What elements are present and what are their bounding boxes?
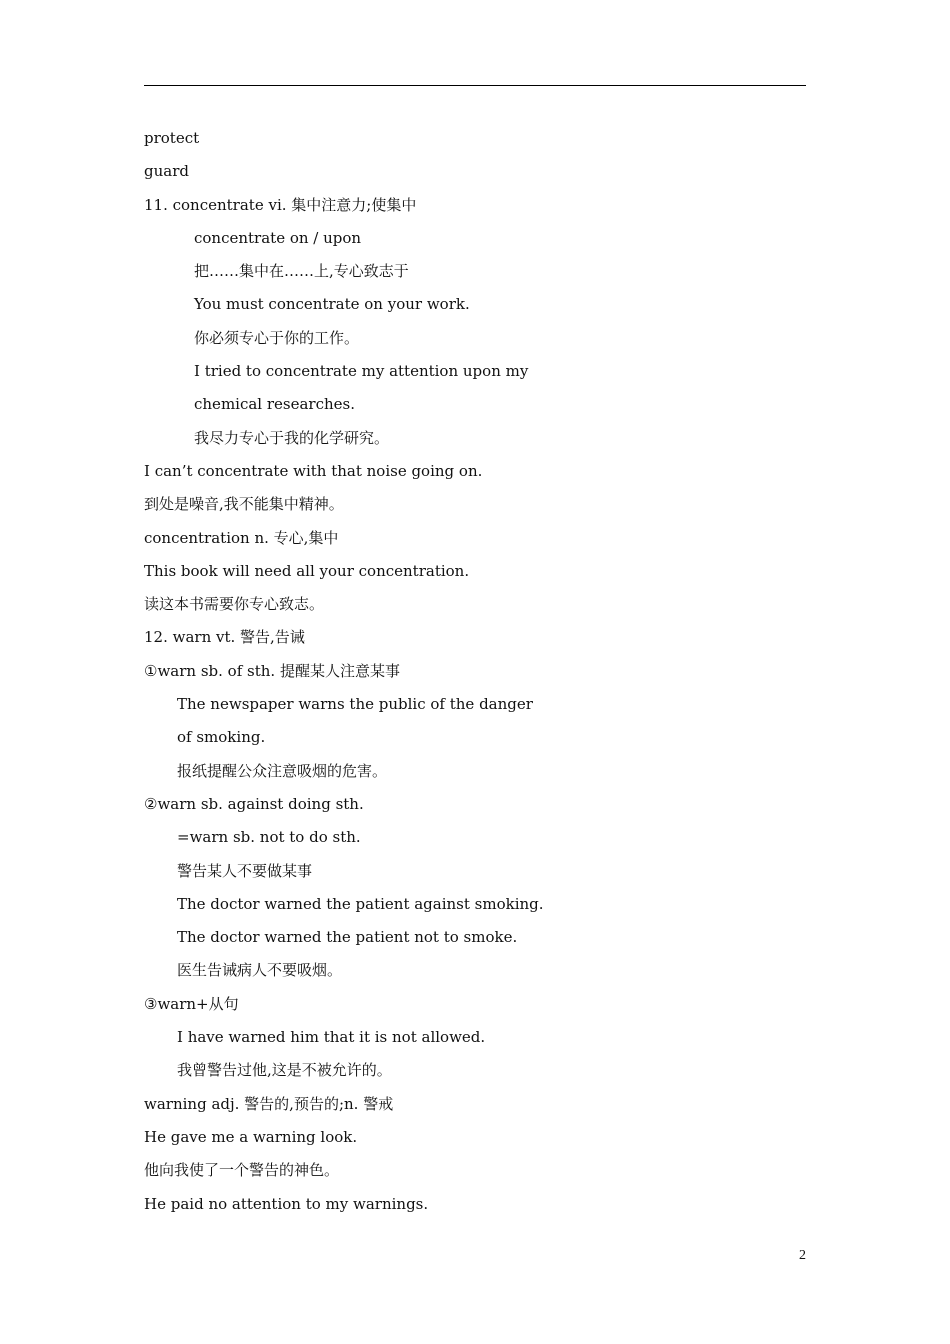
header-rule bbox=[144, 85, 806, 86]
text-line: I can’t concentrate with that noise going on. bbox=[144, 461, 483, 480]
text-line: guard bbox=[144, 162, 189, 181]
text-line: 到处是噪音,我不能集中精神。 bbox=[144, 495, 344, 514]
text-line: of smoking. bbox=[177, 728, 266, 747]
text-line: The doctor warned the patient against smoking. bbox=[177, 894, 544, 913]
text-line: The doctor warned the patient not to smoke. bbox=[177, 928, 518, 947]
text-line: 报纸提醒公众注意吸烟的危害。 bbox=[177, 761, 388, 780]
text-line: This book will need all your concentration. bbox=[144, 561, 470, 580]
text-line: 他向我使了一个警告的神色。 bbox=[144, 1161, 340, 1180]
text-line: 我曾警告过他,这是不被允许的。 bbox=[177, 1061, 392, 1080]
text-line: 12. warn vt. 警告,告诫 bbox=[144, 628, 305, 647]
text-line: 你必须专心于你的工作。 bbox=[194, 328, 360, 347]
text-line: I have warned him that it is not allowed. bbox=[177, 1028, 486, 1047]
text-line: ②warn sb. against doing sth. bbox=[144, 794, 364, 813]
text-line: ①warn sb. of sth. 提醒某人注意某事 bbox=[144, 661, 400, 680]
text-line: 把……集中在……上,专心致志于 bbox=[194, 262, 409, 281]
text-line: chemical researches. bbox=[194, 395, 356, 414]
text-line: I tried to concentrate my attention upon my bbox=[194, 362, 529, 381]
text-line: 警告某人不要做某事 bbox=[177, 861, 313, 880]
page-number: 2 bbox=[799, 1248, 806, 1263]
text-line: warning adj. 警告的,预告的;n. 警戒 bbox=[144, 1094, 394, 1113]
text-line: You must concentrate on your work. bbox=[194, 295, 470, 314]
text-line: 我尽力专心于我的化学研究。 bbox=[194, 428, 390, 447]
text-line: concentrate on / upon bbox=[194, 228, 362, 247]
text-line: He gave me a warning look. bbox=[144, 1127, 358, 1146]
text-line: He paid no attention to my warnings. bbox=[144, 1194, 429, 1213]
document-body bbox=[144, 122, 806, 1221]
text-line: 读这本书需要你专心致志。 bbox=[144, 595, 325, 614]
text-line: 医生告诫病人不要吸烟。 bbox=[177, 961, 343, 980]
text-line: =warn sb. not to do sth. bbox=[177, 828, 361, 847]
text-line: concentration n. 专心,集中 bbox=[144, 528, 339, 547]
text-line: protect bbox=[144, 129, 200, 147]
text-line: The newspaper warns the public of the danger bbox=[177, 695, 533, 714]
text-line: ③warn+从句 bbox=[144, 994, 239, 1013]
text-line: 11. concentrate vi. 集中注意力;使集中 bbox=[144, 195, 417, 214]
